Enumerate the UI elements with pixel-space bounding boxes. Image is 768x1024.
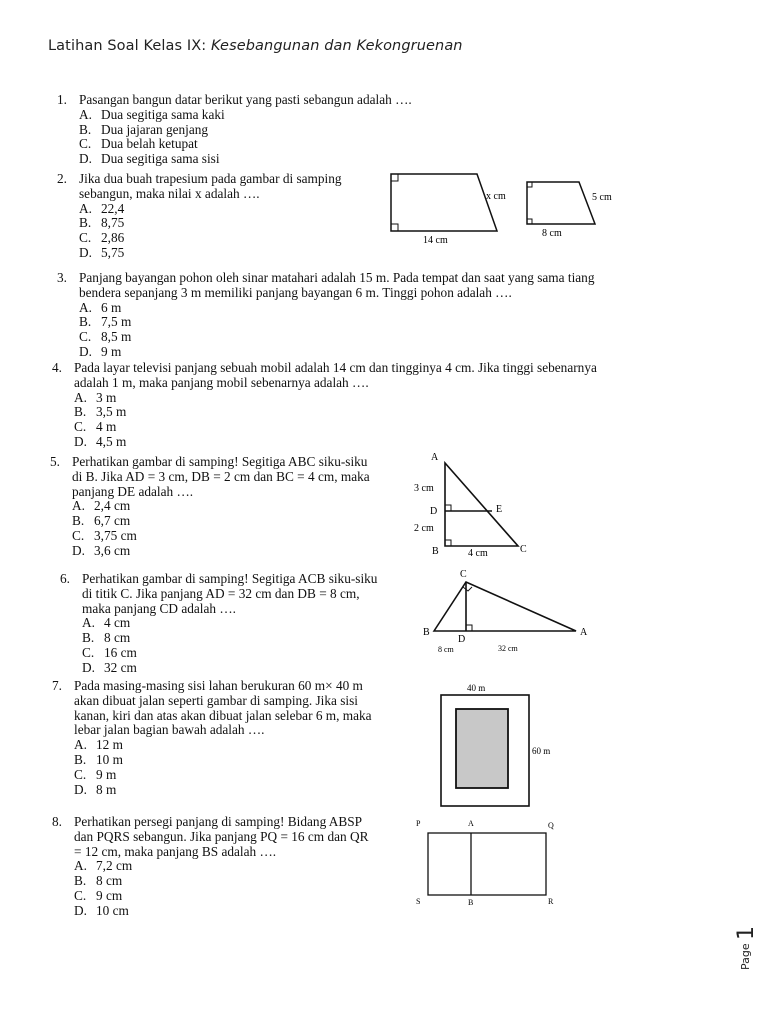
option-c (52, 889, 412, 904)
triangle-abc-figure (410, 446, 550, 566)
option-c (50, 529, 410, 544)
question-8 (52, 815, 412, 919)
option-letter: D. (74, 781, 87, 797)
option-text: 6 m (101, 299, 122, 315)
option-letter: B. (74, 873, 87, 889)
header-subtitle: Kesebangunan dan Kekongruenan (210, 38, 463, 54)
option-text: 10 m (96, 751, 123, 767)
option-a (57, 108, 697, 123)
option-letter: D. (79, 151, 92, 167)
option-b (50, 514, 410, 529)
option-letter: C. (79, 329, 92, 345)
option-letter: B. (74, 751, 87, 767)
option-c (57, 231, 377, 246)
option-b (60, 631, 410, 646)
question-number: 7. (52, 678, 62, 693)
question-text: Panjang bayangan pohon oleh sinar matahari adalah 15 m. Pada tempat dan saat yang sama tiang bendera sepanjang 3 m memiliki panjang bayangan 6 m. Tinggi pohon adalah …. (79, 270, 595, 300)
triangle-acb (434, 582, 576, 631)
option-text: Dua segitiga sama sisi (101, 151, 220, 167)
option-text: 8 m (96, 781, 117, 797)
vertex-s-label: S (416, 897, 421, 906)
land-width-label: 40 m (467, 683, 486, 693)
header-title: Latihan Soal Kelas IX: (48, 38, 207, 54)
option-text: 8 cm (104, 630, 131, 646)
option-c (57, 330, 697, 345)
question-number: 6. (60, 571, 70, 586)
question-number: 2. (57, 171, 67, 186)
option-letter: D. (74, 902, 87, 918)
option-d (57, 345, 697, 360)
right-angle-mark (391, 224, 398, 231)
page-number: 1 (734, 926, 758, 940)
option-letter: B. (72, 513, 85, 529)
option-text: 32 cm (104, 659, 137, 675)
page-label: Page (739, 943, 752, 970)
option-text: 4,5 m (96, 433, 127, 449)
option-letter: A. (79, 299, 92, 315)
land-inner (456, 709, 508, 788)
option-text: 8 cm (96, 873, 123, 889)
option-letter: B. (74, 404, 87, 420)
document-header (48, 38, 463, 54)
option-a (60, 616, 410, 631)
question-text: Pada layar televisi panjang sebuah mobil adalah 14 cm dan tingginya 4 cm. Jika tinggi sebenarnya adalah 1 m, maka panjang mobil sebenarnya adalah …. (74, 360, 597, 390)
question-5 (50, 455, 410, 559)
option-text: 4 cm (104, 615, 131, 631)
option-text: 3,6 cm (94, 542, 131, 558)
option-letter: D. (82, 659, 95, 675)
option-text: 8,5 m (101, 329, 132, 345)
question-number: 8. (52, 814, 62, 829)
option-d (52, 435, 702, 450)
option-letter: B. (79, 121, 92, 137)
option-text: 5,75 (101, 244, 125, 260)
option-d (60, 661, 410, 676)
trapezoid-large-side-label: x cm (486, 191, 506, 202)
right-angle-mark (445, 505, 451, 511)
land-figure (436, 680, 586, 815)
vertex-c-label: C (520, 544, 527, 555)
bc-length-label: 4 cm (468, 548, 488, 559)
right-angle-mark (466, 625, 472, 631)
vertex-a-label: A (431, 452, 439, 463)
vertex-r-label: R (548, 897, 554, 906)
option-b (52, 874, 412, 889)
question-4 (52, 361, 702, 450)
vertex-b-label: B (423, 627, 430, 638)
question-6 (60, 572, 410, 676)
option-d (50, 544, 410, 559)
option-letter: A. (79, 200, 92, 216)
option-text: 7,5 m (101, 314, 132, 330)
option-text: Dua belah ketupat (101, 136, 198, 152)
question-number: 3. (57, 270, 67, 285)
option-letter: C. (74, 766, 87, 782)
rectangle-figure (410, 812, 570, 917)
option-letter: A. (79, 106, 92, 122)
vertex-b-label: B (432, 546, 439, 557)
db-length-label: 2 cm (414, 523, 434, 534)
question-text: Pasangan bangun datar berikut yang pasti sebangun adalah …. (79, 92, 412, 107)
bd-length-label: 8 cm (438, 645, 454, 654)
vertex-d-label: D (430, 506, 438, 517)
option-letter: D. (72, 542, 85, 558)
option-text: 10 cm (96, 902, 129, 918)
option-letter: D. (74, 433, 87, 449)
option-text: 3 m (96, 389, 117, 405)
question-text: Perhatikan gambar di samping! Segitiga ACB siku-siku di titik C. Jika panjang AD = 32 cm dan DB = 8 cm, maka panjang CD adalah …. (82, 571, 378, 616)
option-letter: C. (74, 887, 87, 903)
option-c (52, 768, 412, 783)
option-letter: D. (79, 244, 92, 260)
vertex-e-label: E (496, 504, 503, 515)
page-number-marker (728, 918, 758, 978)
option-text: 9 m (101, 343, 122, 359)
option-c (57, 137, 697, 152)
option-letter: A. (72, 498, 85, 514)
option-letter: B. (79, 314, 92, 330)
question-number: 1. (57, 92, 67, 107)
option-text: 12 m (96, 737, 123, 753)
option-text: Dua jajaran genjang (101, 121, 209, 137)
option-letter: A. (82, 615, 95, 631)
question-1 (57, 93, 697, 167)
option-letter: C. (82, 644, 95, 660)
option-text: 3,5 m (96, 404, 127, 420)
option-text: Dua segitiga sama kaki (101, 106, 225, 122)
trapezoid-small-base-label: 8 cm (542, 228, 562, 239)
trapezoid-small-side-label: 5 cm (592, 192, 612, 203)
question-2 (57, 172, 377, 261)
vertex-a-label: A (580, 627, 588, 638)
option-letter: C. (79, 136, 92, 152)
option-text: 9 cm (96, 887, 123, 903)
option-d (52, 783, 412, 798)
trapezoid-small (527, 182, 595, 224)
option-b (57, 123, 697, 138)
option-a (52, 738, 412, 753)
option-b (57, 216, 377, 231)
option-a (52, 391, 702, 406)
vertex-d-label: D (458, 634, 466, 645)
option-text: 4 m (96, 419, 117, 435)
option-text: 16 cm (104, 644, 137, 660)
right-angle-mark (445, 540, 451, 546)
right-angle-mark (463, 587, 472, 591)
option-a (50, 499, 410, 514)
option-letter: C. (79, 230, 92, 246)
question-number: 5. (50, 454, 60, 469)
option-text: 9 m (96, 766, 117, 782)
question-text: Perhatikan persegi panjang di samping! Bidang ABSP dan PQRS sebangun. Jika panjang PQ = 16 cm dan QR = 12 cm, maka panjang BS adalah …. (74, 814, 369, 859)
vertex-c-label: C (460, 569, 467, 580)
option-letter: C. (72, 527, 85, 543)
option-letter: B. (82, 630, 95, 646)
triangle-abc (445, 463, 518, 546)
option-d (57, 246, 377, 261)
option-letter: A. (74, 389, 87, 405)
option-d (57, 152, 697, 167)
option-text: 22,4 (101, 200, 125, 216)
question-text: Pada masing-masing sisi lahan berukuran 60 m× 40 m akan dibuat jalan seperti gambar di samping. Jika sisi kanan, kiri dan atas akan dibuat jalan selebar 6 m, maka lebar jalan bagian bawah adalah …. (74, 678, 372, 738)
da-length-label: 32 cm (498, 644, 518, 653)
vertex-a-label: A (468, 819, 474, 828)
option-text: 2,86 (101, 230, 125, 246)
land-height-label: 60 m (532, 746, 551, 756)
option-b (52, 405, 702, 420)
option-letter: C. (74, 419, 87, 435)
rectangle-pqrs (428, 833, 546, 895)
question-text: Jika dua buah trapesium pada gambar di samping sebangun, maka nilai x adalah …. (79, 171, 342, 201)
option-text: 7,2 cm (96, 858, 133, 874)
option-b (57, 315, 697, 330)
trapezoid-large-base-label: 14 cm (423, 235, 448, 246)
vertex-b-label: B (468, 898, 474, 907)
option-letter: B. (79, 215, 92, 231)
option-text: 6,7 cm (94, 513, 131, 529)
question-7 (52, 679, 412, 797)
option-text: 3,75 cm (94, 527, 137, 543)
triangle-acb-figure (420, 566, 595, 661)
option-c (52, 420, 702, 435)
option-text: 2,4 cm (94, 498, 131, 514)
option-text: 8,75 (101, 215, 125, 231)
option-letter: D. (79, 343, 92, 359)
trapezoid-figure (385, 168, 625, 253)
question-text: Perhatikan gambar di samping! Segitiga ABC siku-siku di B. Jika AD = 3 cm, DB = 2 cm dan BC = 4 cm, maka panjang DE adalah …. (72, 454, 370, 499)
question-3 (57, 271, 697, 360)
right-angle-mark (391, 174, 398, 181)
trapezoid-large (391, 174, 497, 231)
option-c (60, 646, 410, 661)
question-number: 4. (52, 360, 62, 375)
option-letter: A. (74, 737, 87, 753)
option-letter: A. (74, 858, 87, 874)
ad-length-label: 3 cm (414, 483, 434, 494)
option-a (57, 202, 377, 217)
option-b (52, 753, 412, 768)
vertex-q-label: Q (548, 821, 554, 830)
vertex-p-label: P (416, 819, 421, 828)
option-a (57, 301, 697, 316)
option-a (52, 859, 412, 874)
option-d (52, 904, 412, 919)
